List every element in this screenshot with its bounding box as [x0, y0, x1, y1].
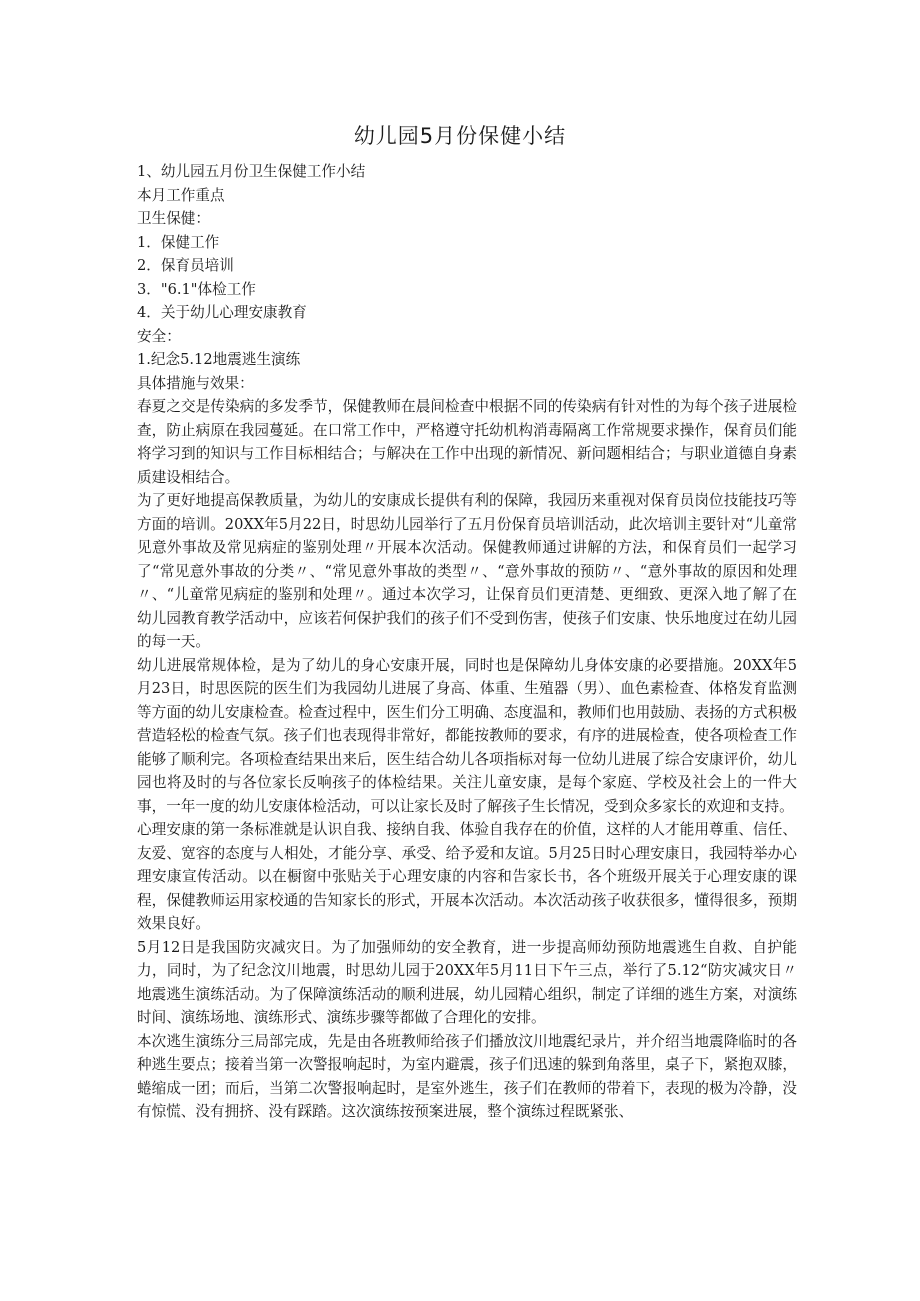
list-item: 3．"6.1"体检工作: [137, 280, 256, 298]
subheading-measures: 具体措施与效果：: [137, 374, 254, 392]
subheading-health: 卫生保健：: [137, 210, 210, 227]
list-item: 2．保育员培训: [137, 257, 234, 274]
paragraph-drill-process: 本次逃生演练分三局部完成，先是由各班教师给孩子们播放汶川地震纪录片，并介绍当地震降临时的各种逃生要点；接着当第一次警报响起时，为室内避震，孩子们迅速的躲到角落里，桌子下，紧抱双膝，蜷缩成一团；而后，当第二次警报响起时，是室外逃生，孩子们在教师的带着下，表现的极为冷静，没有惊慌、没有拥挤、没有踩踏。这次演练按预案进展，整个演练过程既紧张、: [137, 1032, 797, 1120]
section-heading: 1、幼儿园五月份卫生保健工作小结: [137, 163, 366, 180]
paragraph-mental-health: 心理安康的第一条标准就是认识自我、接纳自我、体验自我存在的价值，这样的人才能用尊重、信任、友爱、宽容的态度与人相处，才能分享、承受、给予爱和友谊。5月25日时心理安康日，我园特举办心理安康宣传活动。以在橱窗中张贴关于心理安康的内容和告家长书，各个班级开展关于心理安康的课程，保健教师运用家校通的告知家长的形式，开展本次活动。本次活动孩子收获很多，懂得很多，预期效果良好。: [137, 821, 797, 932]
list-item: 1．保健工作: [137, 233, 220, 251]
document-body: [137, 160, 797, 1124]
document-title: 幼儿园5月份保健小结: [353, 124, 567, 148]
paragraph-staff-training: 为了更好地提高保教质量，为幼儿的安康成长提供有利的保障，我园历来重视对保育员岗位技能技巧等方面的培训。20XX年5月22日，时思幼儿园举行了五月份保育员培训活动，此次培训主要针对“儿童常见意外事故及常见病症的鉴别处理〃开展本次活动。保健教师通过讲解的方法，和保育员们一起学习了“常见意外事故的分类〃、“常见意外事故的类型〃、“意外事故的预防〃、“意外事故的原因和处理〃、“儿童常见病症的鉴别和处理〃。通过本次学习，让保育员们更清楚、更细致、更深入地了解了在幼儿园教育教学活动中，应该若何保护我们的孩子们不受到伤害，使孩子们安康、快乐地度过在幼儿园的每一天。: [137, 492, 797, 650]
subheading-focus: 本月工作重点: [137, 186, 225, 204]
paragraph-earthquake-day: 5月12日是我国防灾减灾日。为了加强师幼的安全教育，进一步提高师幼预防地震逃生自救、自护能力，同时，为了纪念汶川地震，时思幼儿园于20XX年5月11日下午三点，举行了5.12“防灾减灾日〃地震逃生演练活动。为了保障演练活动的顺利进展，幼儿园精心组织，制定了详细的逃生方案，对演练时间、演练场地、演练形式、演练步骤等都做了合理化的安排。: [137, 938, 797, 1026]
list-item: 4．关于幼儿心理安康教育: [137, 304, 307, 321]
list-item: 1.纪念5.12地震逃生演练: [137, 351, 301, 368]
subheading-safety: 安全：: [137, 327, 181, 345]
paragraph-health-checkup: 幼儿进展常规体检，是为了幼儿的身心安康开展，同时也是保障幼儿身体安康的必要措施。20XX年5月23日，时思医院的医生们为我园幼儿进展了身高、体重、生殖器（男）、血色素检查、体格发育监测等方面的幼儿安康检查。检查过程中，医生们分工明确、态度温和，教师们也用鼓励、表扬的方式积极营造轻松的检查气氛。孩子们也表现得非常好，都能按教师的要求，有序的进展检查，使各项检查工作能够了顺利完。各项检查结果出来后，医生结合幼儿各项指标对每一位幼儿进展了综合安康评价，幼儿园也将及时的与各位家长反响孩子的体检结果。关注儿童安康，是每个家庭、学校及社会上的一件大事，一年一度的幼儿安康体检活动，可以让家长及时了解孩子生长情况，受到众多家长的欢迎和支持。: [137, 656, 797, 815]
paragraph-disease-prevention: 春夏之交是传染病的多发季节，保健教师在晨间检查中根据不同的传染病有针对性的为每个孩子进展检查，防止病原在我园蔓延。在口常工作中，严格遵守托幼机构消毒隔离工作常规要求操作，保育员们能将学习到的知识与工作目标相结合；与解决在工作中出现的新情况、新问题相结合；与职业道德自身素质建设相结合。: [137, 398, 797, 486]
